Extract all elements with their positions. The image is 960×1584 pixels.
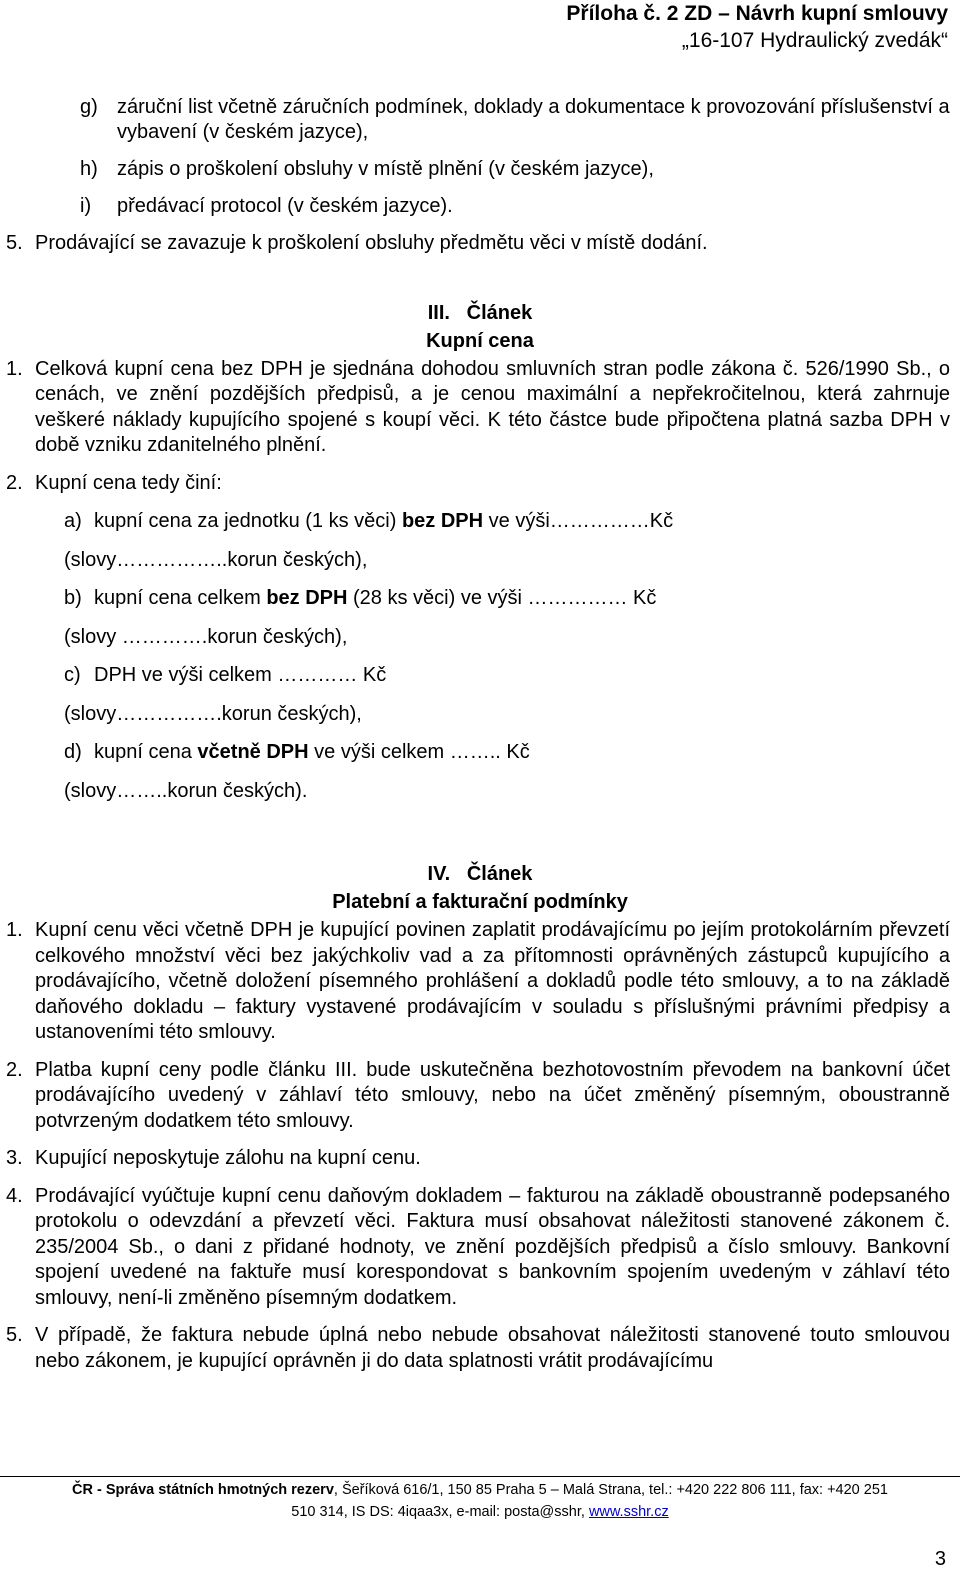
item-number: 1. <box>6 357 23 380</box>
item-text: V případě, že faktura nebude úplná nebo nebude obsahovat náležitosti stanovené touto smlouvou nebo zákonem, je kupující oprávněn ji do data splatnosti vrátit prodávajícímu <box>35 1324 950 1372</box>
document-body <box>0 95 960 1374</box>
page-number: 3 <box>934 1548 946 1570</box>
article-3-item-1 <box>0 357 960 459</box>
item-number: 5. <box>6 1324 23 1346</box>
list-marker: g) <box>80 96 98 118</box>
sub-marker: d) <box>64 741 82 763</box>
article-number: III. <box>427 301 450 324</box>
list-item-i <box>0 194 960 219</box>
article-number: IV. <box>427 863 451 885</box>
price-text: kupní cena <box>94 741 198 763</box>
item-text: Kupující neposkytuje zálohu na kupní cenu. <box>35 1147 421 1169</box>
footer-organization: ČR - Správa státních hmotných rezerv <box>72 1482 334 1498</box>
item-number: 5. <box>6 232 23 254</box>
list-text: předávací protocol (v českém jazyce). <box>117 195 453 217</box>
article-4-item-2 <box>0 1058 960 1135</box>
sub-marker: a) <box>64 510 82 532</box>
price-text: kupní cena celkem <box>94 587 267 609</box>
page-footer <box>0 1476 960 1523</box>
price-item-d <box>0 733 960 772</box>
website-link[interactable]: www.sshr.cz <box>588 1504 669 1520</box>
list-marker: h) <box>80 158 98 180</box>
item-text: Celková kupní cena bez DPH je sjednána dohodou smluvních stran podle zákona č. 526/1990 Sb., o cenách, ve znění pozdějších předpisů, a je cenou maximální a nepřekročitelnou, která zahrnuje veškeré náklady kupujícího spojené s koupí věci. K této částce bude připočtena platná sazba DPH v době vzniku zdanitelného plnění. <box>35 357 950 456</box>
article-3-title: Kupní cena <box>426 329 534 352</box>
header-project-title: „16-107 Hydraulický zvedák“ <box>681 29 948 52</box>
header-annex-title: Příloha č. 2 ZD – Návrh kupní smlouvy <box>566 2 948 25</box>
list-marker: i) <box>80 195 92 217</box>
item-text: Prodávající se zavazuje k proškolení obsluhy předmětu věci v místě dodání. <box>35 232 708 254</box>
price-bold: bez DPH <box>266 587 348 609</box>
article-4-item-3 <box>0 1146 960 1172</box>
price-b-words: (slovy ………….korun českých), <box>64 625 348 648</box>
article-4-item-5 <box>0 1323 960 1374</box>
footer-contact: 510 314, IS DS: 4iqaa3x, e-mail: posta@sshr, <box>291 1504 589 1520</box>
footer-address: , Šeříková 616/1, 150 85 Praha 5 – Malá Strana, tel.: +420 222 806 111, fax: +420 251 <box>333 1482 888 1498</box>
footer-line-1 <box>0 1479 960 1501</box>
price-text: kupní cena za jednotku (1 ks věci) <box>94 510 402 532</box>
price-c-words: (slovy…………….korun českých), <box>64 702 362 725</box>
item-number: 3. <box>6 1147 23 1169</box>
item-number: 2. <box>6 1058 23 1081</box>
item-text: Kupní cena tedy činí: <box>35 471 222 494</box>
numbered-item-5 <box>0 231 960 257</box>
price-amount: ………… Kč <box>277 664 387 686</box>
item-number: 2. <box>6 471 23 494</box>
article-4-title: Platební a fakturační podmínky <box>332 891 628 913</box>
article-4-heading <box>0 860 960 888</box>
article-4-item-1 <box>0 918 960 1046</box>
article-3-item-2 <box>0 471 960 497</box>
price-amount: ve výši……………Kč <box>483 510 674 532</box>
price-item-a <box>0 502 960 541</box>
item-text: Kupní cenu věci včetně DPH je kupující povinen zaplatit prodávajícímu po jejím protokolárním převzetí celkového množství věci bez jakýchkoliv vad a za přítomnosti oprávněných zástupců kupujícího a prodávajícího, včetně doložení písemného prohlášení a dokladů podle této smlouvy, a to na základě daňového dokladu – faktury vystavené prodávajícím v souladu s příslušnými právními předpisy a ustanoveními této smlouvy. <box>35 919 950 1043</box>
item-text: Platba kupní ceny podle článku III. bude uskutečněna bezhotovostním převodem na bankovní účet prodávajícího uvedený v záhlaví této smlouvy, nebo na účet změněný písemným, oboustranně potvrzeným dodatkem této smlouvy. <box>35 1058 950 1132</box>
sub-marker: c) <box>64 664 81 686</box>
article-4-item-4 <box>0 1184 960 1312</box>
price-a-words: (slovy……………..korun českých), <box>64 548 368 571</box>
price-text: DPH ve výši celkem <box>94 664 278 686</box>
price-amount: (28 ks věci) ve výši …………… Kč <box>347 587 657 609</box>
page-header <box>48 0 948 54</box>
item-text: Prodávající vyúčtuje kupní cenu daňovým dokladem – fakturou na základě oboustranně podepsaného protokolu o odevzdání a převzetí věci. Faktura musí obsahovat náležitosti stanovené zákonem č. 235/2004 Sb., o dani z přidané hodnoty, ve znění pozdějších předpisů a číslo smlouvy. Bankovní spojení uvedené na faktuře musí korespondovat s bankovním spojením uvedeným v záhlaví této smlouvy, není-li změněno písemným dodatkem. <box>35 1184 950 1309</box>
price-bold: včetně DPH <box>197 741 309 763</box>
list-text: zápis o proškolení obsluhy v místě plnění (v českém jazyce), <box>117 158 654 180</box>
article-word: Článek <box>466 863 533 885</box>
item-number: 1. <box>6 919 23 941</box>
list-item-h <box>0 157 960 182</box>
article-3-heading <box>0 299 960 327</box>
price-d-words: (slovy……..korun českých). <box>64 779 308 802</box>
price-item-b <box>0 579 960 618</box>
sub-marker: b) <box>64 587 82 609</box>
price-bold: bez DPH <box>401 510 484 532</box>
article-word: Článek <box>466 301 533 324</box>
item-number: 4. <box>6 1184 23 1207</box>
list-text: záruční list včetně záručních podmínek, doklady a dokumentace k provozování příslušenství a vybavení (v českém jazyce), <box>117 96 950 143</box>
price-amount: ve výši celkem …….. Kč <box>308 741 530 763</box>
price-item-c <box>0 656 960 695</box>
list-item-g <box>0 95 960 145</box>
footer-line-2 <box>0 1501 960 1523</box>
